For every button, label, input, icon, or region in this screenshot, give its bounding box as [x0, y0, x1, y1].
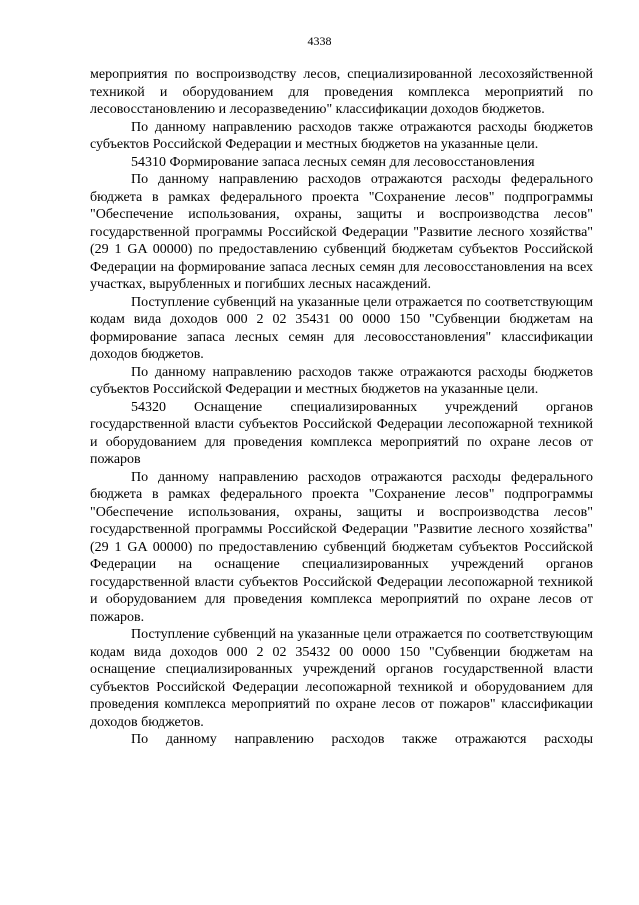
paragraph: По данному направлению расходов также отражаются расходы бюджетов субъектов Российской Федерации и местных бюджетов на указанные цели.: [90, 364, 593, 397]
paragraph: По данному направлению расходов также отражаются расходы: [131, 732, 593, 747]
section-heading: 54310 Формирование запаса лесных семян для лесовосстановления: [131, 154, 535, 170]
paragraph: мероприятия по воспроизводству лесов, специализированной лесохозяйственной техникой и оборудованием для проведения комплекса мероприятий по лесовосстановлению и лесоразведению" классификации доходов бюджетов.: [90, 67, 593, 117]
paragraph: По данному направлению расходов отражаются расходы федерального бюджета в рамках федерального проекта "Сохранение лесов" подпрограммы "Обеспечение использования, охраны, защиты и воспроизводства лесов" государственной программы Российской Федерации "Развитие лесного хозяйства" (29 1 GA 00000) по предоставлению субвенций бюджетам субъектов Российской Федерации на оснащение специализированных учреждений органов государственной власти субъектов Российской Федерации лесопожарной техникой и оборудованием для проведения комплекса мероприятий по охране лесов от пожаров.: [90, 469, 593, 625]
paragraph: По данному направлению расходов также отражаются расходы бюджетов субъектов Российской Федерации и местных бюджетов на указанные цели.: [90, 119, 593, 152]
section-heading: 54320 Оснащение специализированных учреждений органов государственной власти субъектов Российской Федерации лесопожарной техникой и оборудованием для проведения комплекса мероприятий по охране лесов от пожаров: [90, 399, 593, 467]
paragraph: Поступление субвенций на указанные цели отражается по соответствующим кодам вида доходов 000 2 02 35431 00 0000 150 "Субвенции бюджетам на формирование запаса лесных семян для лесовосстановления" классификации доходов бюджетов.: [90, 294, 593, 362]
document-body: [90, 66, 593, 749]
paragraph: По данному направлению расходов отражаются расходы федерального бюджета в рамках федерального проекта "Сохранение лесов" подпрограммы "Обеспечение использования, охраны, защиты и воспроизводства лесов" государственной программы Российской Федерации "Развитие лесного хозяйства" (29 1 GA 00000) по предоставлению субвенций бюджетам субъектов Российской Федерации на формирование запаса лесных семян для лесовосстановления на всех участках, вырубленных и погибших лесных насаждений.: [90, 172, 593, 292]
page-number: 4338: [307, 34, 332, 48]
paragraph: Поступление субвенций на указанные цели отражается по соответствующим кодам вида доходов 000 2 02 35432 00 0000 150 "Субвенции бюджетам на оснащение специализированных учреждений органов государственной власти субъектов Российской Федерации лесопожарной техникой и оборудованием для проведения комплекса мероприятий по охране лесов от пожаров" классификации доходов бюджетов.: [90, 627, 593, 730]
